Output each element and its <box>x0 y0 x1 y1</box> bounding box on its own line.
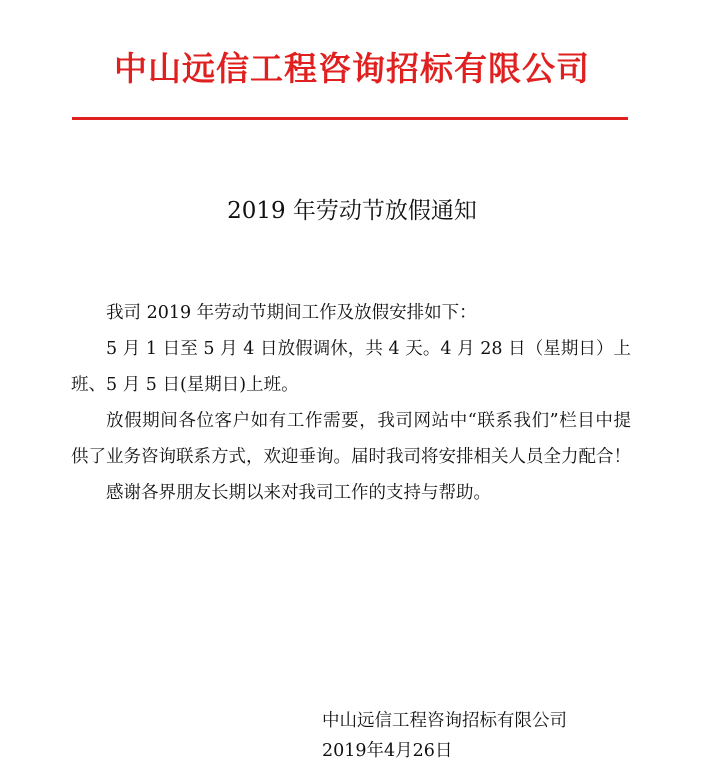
letterhead-divider <box>72 117 628 120</box>
signature-company: 中山远信工程咨询招标有限公司 <box>322 711 567 731</box>
notice-paragraph-contact: 放假期间各位客户如有工作需要，我司网站中“联系我们”栏目中提供了业务咨询联系方式，欢迎垂询。届时我司将安排相关人员全力配合！ <box>71 411 631 467</box>
notice-title: 2019 年劳动节放假通知 <box>227 198 477 224</box>
notice-body <box>71 295 631 511</box>
notice-paragraph-schedule: 5 月 1 日至 5 月 4 日放假调休，共 4 天。4 月 28 日（星期日）上班、5 月 5 日(星期日)上班。 <box>71 339 631 395</box>
notice-paragraph-thanks: 感谢各界朋友长期以来对我司工作的支持与帮助。 <box>106 483 491 503</box>
notice-paragraph-intro: 我司 2019 年劳动节期间工作及放假安排如下： <box>106 303 477 323</box>
signature-block <box>322 706 642 766</box>
signature-date: 2019年4月26日 <box>322 741 453 761</box>
company-letterhead-title: 中山远信工程咨询招标有限公司 <box>114 49 590 88</box>
